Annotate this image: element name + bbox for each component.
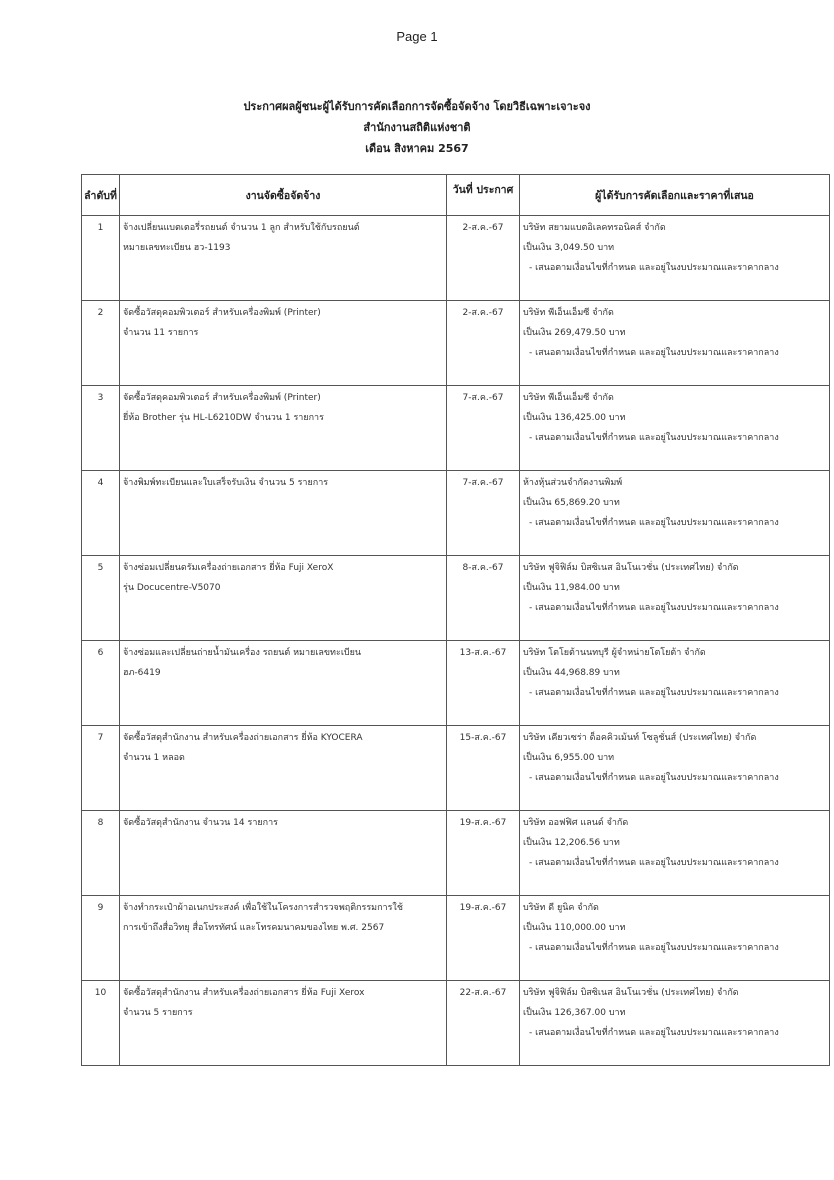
procurement-item	[120, 471, 447, 556]
item-line-1: จัดซื้อวัสดุคอมพิวเตอร์ สำหรับเครื่องพิมพ์ (Printer)	[123, 308, 321, 318]
announce-date-text: 7-ส.ค.-67	[462, 478, 504, 488]
page-label: Page 1	[396, 29, 438, 44]
winner-info	[520, 471, 830, 556]
winner-note: - เสนอตามเงื่อนไขที่กำหนด และอยู่ในงบประมาณและราคากลาง	[529, 943, 779, 953]
announce-date	[447, 216, 520, 301]
winner-note: - เสนอตามเงื่อนไขที่กำหนด และอยู่ในงบประมาณและราคากลาง	[529, 773, 779, 783]
winner-info	[520, 216, 830, 301]
row-number-text: 1	[97, 223, 104, 233]
winner-info	[520, 301, 830, 386]
winner-company: บริษัท พีเอ็นเอ็มซี จำกัด	[523, 393, 614, 403]
winner-company: บริษัท โตโยต้านนทบุรี ผู้จำหน่ายโตโยต้า จำกัด	[523, 648, 706, 658]
winner-note: - เสนอตามเงื่อนไขที่กำหนด และอยู่ในงบประมาณและราคากลาง	[529, 688, 779, 698]
announce-date-text: 19-ส.ค.-67	[459, 903, 507, 913]
item-line-1: จ้างทำกระเป๋าผ้าอเนกประสงค์ เพื่อใช้ในโครงการสำรวจพฤติกรรมการใช้	[123, 903, 403, 913]
row-number-text: 9	[97, 903, 104, 913]
procurement-item	[120, 641, 447, 726]
winner-company: ห้างหุ้นส่วนจำกัดงานพิมพ์	[523, 478, 623, 488]
winner-amount: เป็นเงิน 269,479.50 บาท	[523, 328, 626, 338]
winner-note: - เสนอตามเงื่อนไขที่กำหนด และอยู่ในงบประมาณและราคากลาง	[529, 1028, 779, 1038]
item-line-1: จัดซื้อวัสดุสำนักงาน จำนวน 14 รายการ	[123, 818, 278, 828]
winner-note: - เสนอตามเงื่อนไขที่กำหนด และอยู่ในงบประมาณและราคากลาง	[529, 603, 779, 613]
row-number	[82, 216, 120, 301]
item-line-2: จำนวน 5 รายการ	[123, 1008, 193, 1018]
winner-note: - เสนอตามเงื่อนไขที่กำหนด และอยู่ในงบประมาณและราคากลาง	[529, 518, 779, 528]
table-header-row	[82, 175, 830, 216]
winner-company: บริษัท พีเอ็นเอ็มซี จำกัด	[523, 308, 614, 318]
announce-date	[447, 386, 520, 471]
winner-amount: เป็นเงิน 110,000.00 บาท	[523, 923, 626, 933]
winner-amount: เป็นเงิน 44,968.89 บาท	[523, 668, 620, 678]
procurement-item	[120, 896, 447, 981]
announce-date-text: 13-ส.ค.-67	[459, 648, 507, 658]
winner-info	[520, 981, 830, 1066]
winner-info	[520, 641, 830, 726]
row-number-text: 10	[94, 988, 107, 998]
winner-note: - เสนอตามเงื่อนไขที่กำหนด และอยู่ในงบประมาณและราคากลาง	[529, 348, 779, 358]
announce-date-text: 7-ส.ค.-67	[462, 393, 504, 403]
announce-date	[447, 556, 520, 641]
procurement-item	[120, 216, 447, 301]
winner-amount: เป็นเงิน 11,984.00 บาท	[523, 583, 620, 593]
winner-company: บริษัท เคียวเซร่า ด็อคคิวเม้นท์ โซลูชั่นส์ (ประเทศไทย) จำกัด	[523, 733, 757, 743]
item-line-1: จัดซื้อวัสดุสำนักงาน สำหรับเครื่องถ่ายเอกสาร ยี่ห้อ Fuji Xerox	[123, 988, 365, 998]
item-line-2: ฮภ-6419	[123, 668, 161, 678]
winner-info	[520, 386, 830, 471]
row-number	[82, 641, 120, 726]
item-line-2: จำนวน 1 หลอด	[123, 753, 185, 763]
row-number-text: 3	[97, 393, 104, 403]
announce-date	[447, 641, 520, 726]
announce-date-text: 8-ส.ค.-67	[462, 563, 504, 573]
item-line-2: หมายเลขทะเบียน ฮว-1193	[123, 243, 231, 253]
winner-amount: เป็นเงิน 136,425.00 บาท	[523, 413, 626, 423]
procurement-item	[120, 556, 447, 641]
table-row	[82, 386, 830, 471]
winner-amount: เป็นเงิน 12,206.56 บาท	[523, 838, 620, 848]
winner-info	[520, 556, 830, 641]
row-number	[82, 981, 120, 1066]
procurement-item	[120, 811, 447, 896]
announce-date	[447, 471, 520, 556]
winner-amount: เป็นเงิน 126,367.00 บาท	[523, 1008, 626, 1018]
procurement-item	[120, 981, 447, 1066]
row-number	[82, 811, 120, 896]
header-date: วันที่ ประกาศ	[447, 175, 520, 216]
procurement-item	[120, 726, 447, 811]
winner-note: - เสนอตามเงื่อนไขที่กำหนด และอยู่ในงบประมาณและราคากลาง	[529, 263, 779, 273]
item-line-1: จัดซื้อวัสดุคอมพิวเตอร์ สำหรับเครื่องพิมพ์ (Printer)	[123, 393, 321, 403]
winner-info	[520, 726, 830, 811]
table-row	[82, 301, 830, 386]
item-line-1: จัดซื้อวัสดุสำนักงาน สำหรับเครื่องถ่ายเอกสาร ยี่ห้อ KYOCERA	[123, 733, 363, 743]
item-line-2: การเข้าถึงสื่อวิทยุ สื่อโทรทัศน์ และโทรคมนาคมของไทย พ.ศ. 2567	[123, 923, 385, 933]
winner-company: บริษัท ดี ยูนิค จำกัด	[523, 903, 599, 913]
header-winner: ผู้ได้รับการคัดเลือกและราคาที่เสนอ	[520, 175, 830, 216]
row-number	[82, 556, 120, 641]
table-body	[82, 216, 830, 1066]
announce-date	[447, 811, 520, 896]
table-row	[82, 216, 830, 301]
header-item: งานจัดซื้อจัดจ้าง	[120, 175, 447, 216]
table-row	[82, 811, 830, 896]
row-number-text: 7	[97, 733, 104, 743]
announcement-month: เดือน สิงหาคม 2567	[365, 142, 469, 155]
row-number	[82, 896, 120, 981]
table-row	[82, 726, 830, 811]
announce-date	[447, 896, 520, 981]
announce-date-text: 15-ส.ค.-67	[459, 733, 507, 743]
winner-note: - เสนอตามเงื่อนไขที่กำหนด และอยู่ในงบประมาณและราคากลาง	[529, 858, 779, 868]
winner-info	[520, 896, 830, 981]
winner-info	[520, 811, 830, 896]
table-row	[82, 896, 830, 981]
procurement-item	[120, 386, 447, 471]
item-line-1: จ้างซ่อมและเปลี่ยนถ่ายน้ำมันเครื่อง รถยนต์ หมายเลขทะเบียน	[123, 648, 362, 658]
row-number	[82, 386, 120, 471]
row-number-text: 8	[97, 818, 104, 828]
announce-date	[447, 301, 520, 386]
item-line-1: จ้างพิมพ์ทะเบียนและใบเสร็จรับเงิน จำนวน 5 รายการ	[123, 478, 329, 488]
winner-note: - เสนอตามเงื่อนไขที่กำหนด และอยู่ในงบประมาณและราคากลาง	[529, 433, 779, 443]
item-line-1: จ้างซ่อมเปลี่ยนดรัมเครื่องถ่ายเอกสาร ยี่ห้อ Fuji XeroX	[123, 563, 334, 573]
announce-date-text: 2-ส.ค.-67	[462, 223, 504, 233]
procurement-item	[120, 301, 447, 386]
table-row	[82, 981, 830, 1066]
item-line-2: จำนวน 11 รายการ	[123, 328, 199, 338]
row-number-text: 2	[97, 308, 104, 318]
winner-amount: เป็นเงิน 6,955.00 บาท	[523, 753, 615, 763]
winner-amount: เป็นเงิน 3,049.50 บาท	[523, 243, 615, 253]
winner-company: บริษัท สยามแบตอิเลคทรอนิคส์ จำกัด	[523, 223, 666, 233]
row-number-text: 5	[97, 563, 104, 573]
item-line-1: จ้างเปลี่ยนแบตเตอรี่รถยนต์ จำนวน 1 ลูก สำหรับใช้กับรถยนต์	[123, 223, 360, 233]
row-number	[82, 726, 120, 811]
row-number-text: 4	[97, 478, 104, 488]
announce-date	[447, 981, 520, 1066]
winner-company: บริษัท ฟูจิฟิล์ม บิสซิเนส อินโนเวชั่น (ประเทศไทย) จำกัด	[523, 563, 739, 573]
item-line-2: รุ่น Docucentre-V5070	[123, 583, 221, 593]
row-number-text: 6	[97, 648, 104, 658]
row-number	[82, 471, 120, 556]
announcement-title	[0, 96, 834, 159]
announce-date-text: 22-ส.ค.-67	[459, 988, 507, 998]
winner-amount: เป็นเงิน 65,869.20 บาท	[523, 498, 620, 508]
announce-date-text: 2-ส.ค.-67	[462, 308, 504, 318]
table-row	[82, 556, 830, 641]
announce-date	[447, 726, 520, 811]
table-row	[82, 471, 830, 556]
winner-company: บริษัท ฟูจิฟิล์ม บิสซิเนส อินโนเวชั่น (ประเทศไทย) จำกัด	[523, 988, 739, 998]
header-no: ลำดับที่	[82, 175, 120, 216]
title-line: ประกาศผลผู้ชนะผู้ได้รับการคัดเลือกการจัดซื้อจัดจ้าง โดยวิธีเฉพาะเจาะจง	[243, 100, 591, 113]
announce-date-text: 19-ส.ค.-67	[459, 818, 507, 828]
row-number	[82, 301, 120, 386]
table-row	[82, 641, 830, 726]
item-line-2: ยี่ห้อ Brother รุ่น HL-L6210DW จำนวน 1 รายการ	[123, 413, 324, 423]
winner-company: บริษัท ออฟฟิศ แลนด์ จำกัด	[523, 818, 629, 828]
agency-name: สำนักงานสถิติแห่งชาติ	[363, 121, 471, 134]
procurement-table	[81, 174, 830, 1066]
